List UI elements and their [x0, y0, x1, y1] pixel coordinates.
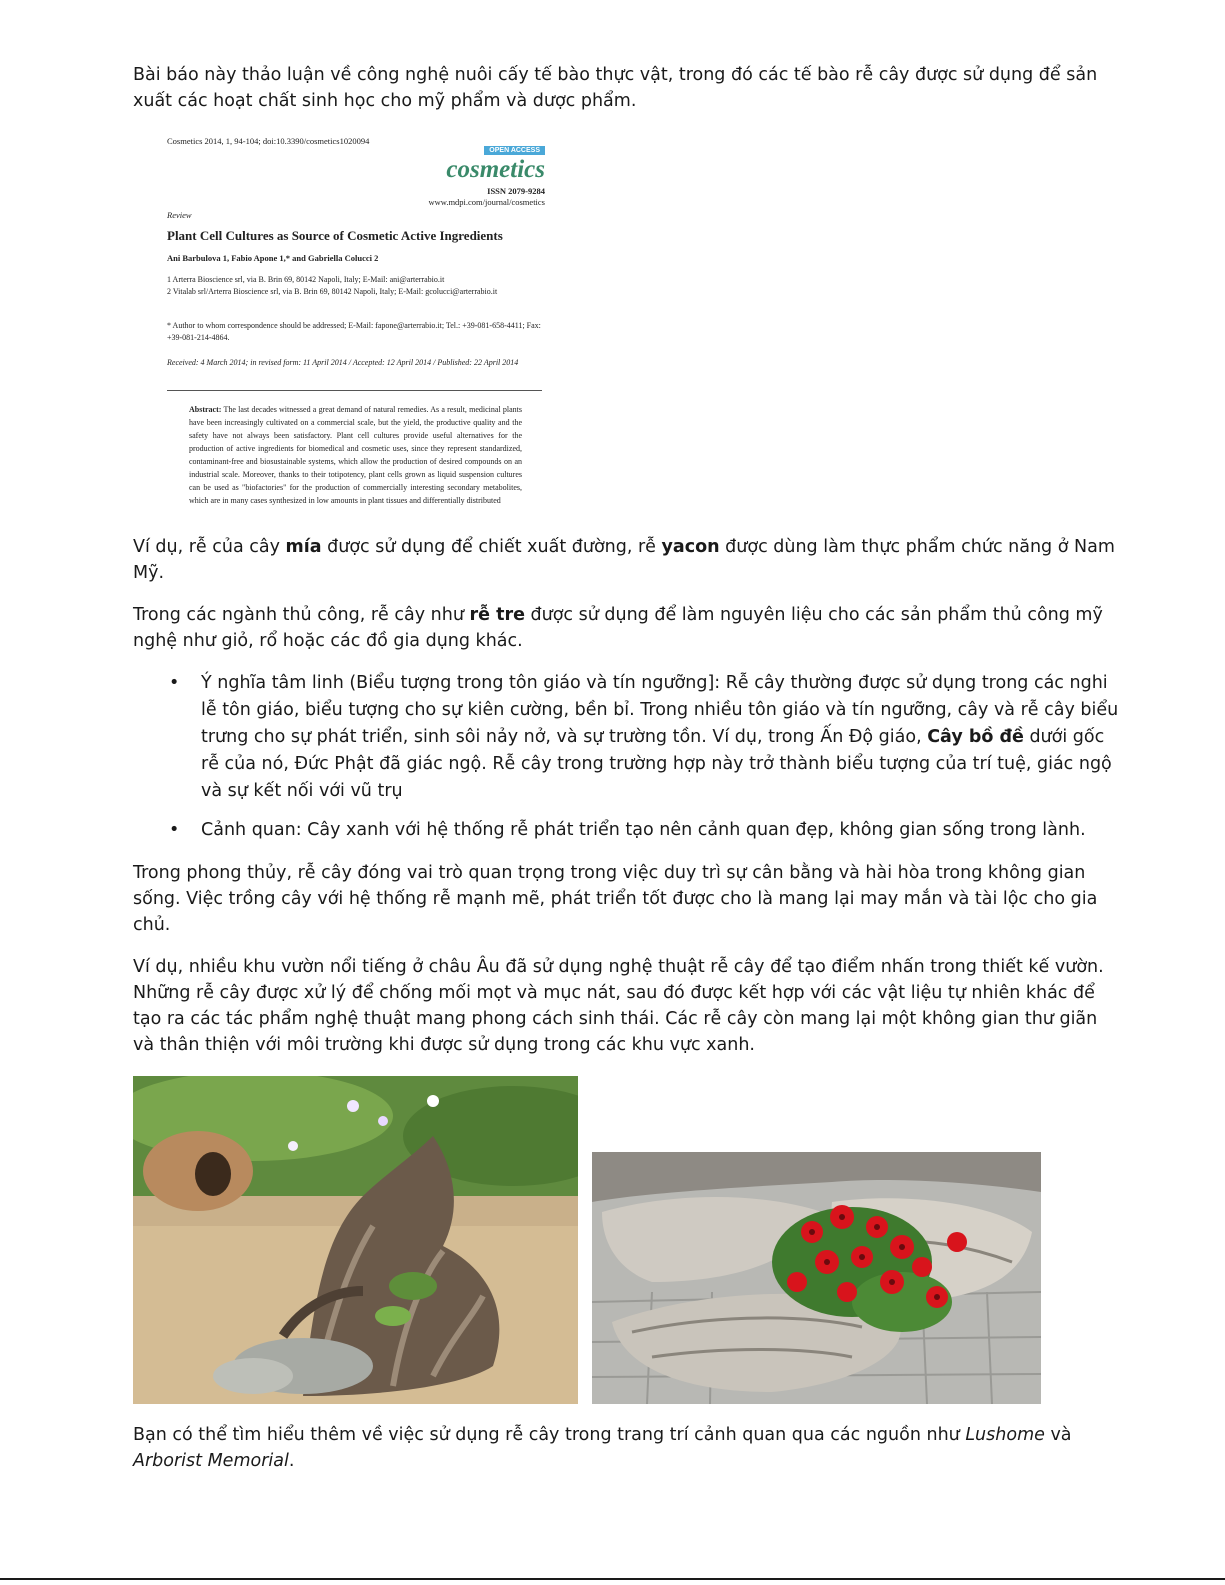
- source-arborist-memorial: Arborist Memorial: [133, 1451, 289, 1471]
- paper-correspondence: * Author to whom correspondence should be addressed; E-Mail: fapone@arterrabio.it; Tel.: +39-081-658-4411; Fax: +39-081-214-4864.: [167, 321, 541, 342]
- bullet-item-landscape: [133, 817, 1123, 844]
- petunia-driftwood-illustration: [592, 1152, 1041, 1404]
- intro-paragraph: Bài báo này thảo luận về công nghệ nuôi cấy tế bào thực vật, trong đó các tế bào rễ cây được sử dụng để sản xuất các hoạt chất sinh học cho mỹ phẩm và dược phẩm.: [133, 65, 1098, 111]
- driftwood-garden-illustration: [133, 1076, 578, 1404]
- paper-affiliations: [167, 274, 545, 298]
- paper-abstract: [189, 403, 522, 515]
- paper-type: Review: [167, 210, 192, 220]
- paper-title: Plant Cell Cultures as Source of Cosmetic Active Ingredients: [167, 228, 503, 243]
- source-lushome: Lushome: [965, 1425, 1045, 1445]
- paper-screenshot: [167, 128, 545, 518]
- bullet-icon: •: [169, 820, 180, 840]
- final-text-3: .: [288, 1451, 295, 1471]
- landscape-text: Cảnh quan: Cây xanh với hệ thống rễ phát triển tạo nên cảnh quan đẹp, không gian sống trong lành.: [201, 820, 1086, 840]
- final-paragraph: [133, 1422, 1123, 1474]
- paper-dates: Received: 4 March 2014; in revised form: 11 April 2014 / Accepted: 12 April 2014 / Published: 22 April 2014: [167, 358, 519, 367]
- affiliation-1: 1 Arterra Bioscience srl, via B. Brin 69, 80142 Napoli, Italy; E-Mail: ani@arterrabio.it: [167, 275, 445, 284]
- example-bold-yacon: yacon: [661, 537, 720, 557]
- fengshui-paragraph: Trong phong thủy, rễ cây đóng vai trò quan trọng trong việc duy trì sự cân bằng và hài hòa trong không gian sống. Việc trồng cây với hệ thống rễ mạnh mẽ, phát triển tốt được cho là mang lại may mắn và tài lộc cho gia chủ.: [133, 863, 1098, 935]
- spiritual-bold-bodhi: Cây bồ đề: [927, 727, 1024, 747]
- journal-logo: cosmetics: [446, 156, 545, 183]
- final-text-1: Bạn có thể tìm hiểu thêm về việc sử dụng rễ cây trong trang trí cảnh quan qua các nguồn như: [133, 1425, 966, 1445]
- bullet-icon: •: [169, 673, 180, 693]
- abstract-text: The last decades witnessed a great demand of natural remedies. As a result, medicinal plants have been increasingly cultivated on a commercial scale, but the yield, the productive quality and the safety have not always been satisfactory. Plant cell cultures provide useful alternatives for the production of active ingredients for biomedical and cosmetic uses, since they represent standardized, contaminant-free and biosustainable systems, which allow the production of desired compounds on an industrial scale. Moreover, thanks to their totipotency, plant cells grown as liquid suspension cultures can be used as "biofactories" for the production of commercially interesting secondary metabolites, which are in many cases synthesized in low amounts in plant tissues and differentially distributed: [189, 405, 522, 505]
- paper-issn: ISSN 2079-9284: [487, 186, 545, 196]
- example-text-3: được dùng làm thực phẩm chức năng ở Nam Mỹ.: [133, 537, 1115, 583]
- abstract-label: Abstract:: [189, 405, 222, 414]
- photo-row: [133, 1076, 1123, 1406]
- paper-authors: Ani Barbulova 1, Fabio Apone 1,* and Gabriella Colucci 2: [167, 253, 379, 263]
- final-text-2: và: [1044, 1425, 1072, 1445]
- document-page: [133, 62, 1123, 1474]
- example-bold-mia: mía: [285, 537, 322, 557]
- craft-text-1: Trong các ngành thủ công, rễ cây như: [133, 605, 470, 625]
- paper-citation: Cosmetics 2014, 1, 94-104; doi:10.3390/cosmetics1020094: [167, 136, 370, 146]
- petunia-driftwood-photo: [592, 1152, 1041, 1404]
- driftwood-garden-photo: [133, 1076, 578, 1404]
- bullet-list: [133, 670, 1123, 844]
- bullet-item-spiritual: [133, 670, 1123, 805]
- paper-divider: [167, 390, 542, 391]
- example-paragraph: [133, 534, 1123, 586]
- paper-url: www.mdpi.com/journal/cosmetics: [428, 197, 545, 207]
- example-text-2: được sử dụng để chiết xuất đường, rễ: [321, 537, 662, 557]
- europe-paragraph: Ví dụ, nhiều khu vườn nổi tiếng ở châu Âu đã sử dụng nghệ thuật rễ cây để tạo điểm nhấn trong thiết kế vườn. Những rễ cây được xử lý để chống mối mọt và mục nát, sau đó được kết hợp với các vật liệu tự nhiên khác để tạo ra các tác phẩm nghệ thuật mang phong cách sinh thái. Các rễ cây còn mang lại một không gian thư giãn và thân thiện với môi trường khi được sử dụng trong các khu vực xanh.: [133, 957, 1104, 1055]
- spiritual-text-2: dưới gốc rễ của nó, Đức Phật đã giác ngộ. Rễ cây trong trường hợp này trở thành biểu tượng của trí tuệ, giác ngộ và sự kết nối với vũ trụ: [201, 727, 1112, 801]
- craft-bold-re-tre: rễ tre: [469, 605, 525, 625]
- page-bottom-rule: [0, 1578, 1225, 1580]
- affiliation-2: 2 Vitalab srl/Arterra Bioscience srl, via B. Brin 69, 80142 Napoli, Italy; E-Mail: gcolucci@arterrabio.it: [167, 287, 498, 296]
- example-text-1: Ví dụ, rễ của cây: [133, 537, 286, 557]
- craft-paragraph: [133, 602, 1123, 654]
- spiritual-text-1: Ý nghĩa tâm linh (Biểu tượng trong tôn giáo và tín ngưỡng]: Rễ cây thường được sử dụng trong các nghi lễ tôn giáo, biểu tượng cho sự kiên cường, bền bỉ. Trong nhiều tôn giáo và tín ngưỡng, cây và rễ cây biểu trưng cho sự phát triển, sinh sôi nảy nở, và sự trường tồn. Ví dụ, trong Ấn Độ giáo,: [201, 673, 1119, 747]
- craft-text-2: được sử dụng để làm nguyên liệu cho các sản phẩm thủ công mỹ nghệ như giỏ, rổ hoặc các đồ gia dụng khác.: [133, 605, 1103, 651]
- open-access-badge: OPEN ACCESS: [484, 146, 545, 155]
